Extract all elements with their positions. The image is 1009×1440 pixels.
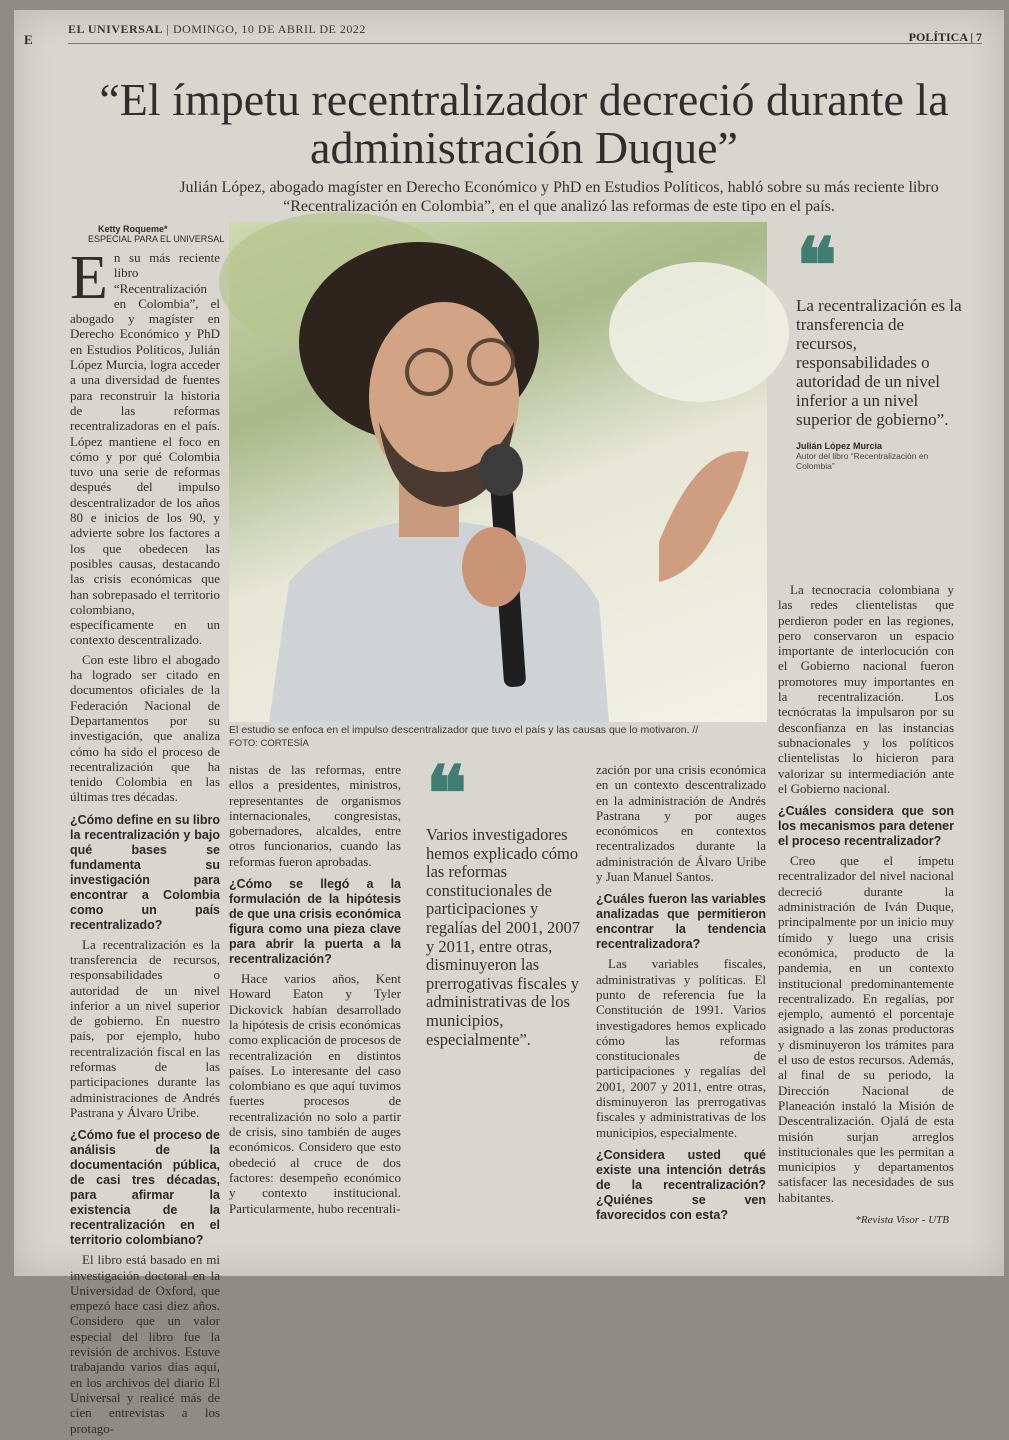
column-2 (229, 762, 401, 1220)
edge-letter: E (24, 32, 33, 47)
section-name: POLÍTICA (908, 30, 968, 44)
headline: “El ímpetu recentralizador decreció durante la administración Duque” (99, 74, 949, 173)
answer: La recentralización es la transferencia de recursos, responsabilidades o autoridad de un nivel inferior a un nivel superior de gobierno. En nuestro país, por ejemplo, hubo recentralización fiscal en las reformas de las participaciones durante las administraciones de Andrés Pastrana y Álvaro Uribe. (70, 936, 220, 1120)
page-number: 7 (976, 30, 982, 44)
column-1 (70, 244, 221, 1440)
paragraph: Con este libro el abogado ha logrado ser citado en documentos oficiales de la Federación Nacional de Departamentos por su investigación, que analiza cómo ha sido el proceso de recentralización que ha tenido Colombia en las últimas tres décadas. (70, 651, 220, 805)
byline-author: Ketty Roqueme* (98, 224, 168, 234)
answer: El libro está basado en mi investigación doctoral en la Universidad de Oxford, que empezó hace casi diez años. Considero que un valor especial del libro fue la revisión de archivos. Estuve trabajando varios días aquí, en los archivos del diario El Universal y realicé más de cien entrevistas a los protago- (70, 1252, 220, 1436)
paper-name: EL UNIVERSAL (68, 22, 164, 36)
photo-credit: FOTO: CORTESÍA (229, 738, 309, 749)
paragraph: La tecnocracia colombiana y las redes clientelistas que perdieron poder en las regiones, pero conservaron un espacio importante de interlocución con el Gobierno nacional fueron promotores muy importantes en la recentralización. Los tecnócratas la impulsaron por su desconfianza en las instancias subnacionales y los políticos clientelistas lo hicieron para valorizar su intermediación ante el Gobierno nacional. (778, 582, 954, 796)
question: ¿Cómo define en su libro la recentralización y bajo qué bases se fundamenta su investigación para encontrar a Colombia como un país recentralizado? (70, 812, 221, 932)
deck: Julián López, abogado magíster en Derecho Económico y PhD en Estudios Políticos, habló sobre su más reciente libro “Recentralización en Colombia”, en el que analizó las reformas de este tipo en el país. (179, 179, 939, 215)
answer: Las variables fiscales, administrativas y políticas. El punto de referencia fue la Constitución de 1991. Varios investigadores hemos explicado cómo las reformas constitucionales de participaciones y regalías del 2001, 2007 y 2011, entre otras, disminuyeron las prerrogativas fiscales y administrativas de los municipios, especialmente. (596, 956, 766, 1140)
paragraph: nistas de las reformas, entre ellos a presidentes, ministros, representantes de organismos internacionales, congresistas, gobernadores, alcaldes, entre otros funcionarios, cuando las reformas fueron aprobadas. (229, 762, 401, 869)
pull-quote-attribution: Julián López Murcia (796, 441, 883, 451)
question: ¿Cuáles fueron las variables analizadas que permitieron encontrar la tendencia recentralizadora? (596, 892, 766, 952)
question: ¿Considera usted qué existe una intención detrás de la recentralización? ¿Quiénes se ven favorecidos con esta? (596, 1147, 766, 1222)
issue-date: DOMINGO, 10 DE ABRIL DE 2022 (172, 22, 366, 36)
question: ¿Cuáles considera que son los mecanismos para detener el proceso recentralizador? (778, 804, 954, 849)
page-header: EL UNIVERSAL | DOMINGO, 10 DE ABRIL DE 2022 (68, 22, 366, 36)
lead-paragraph: En su más reciente libro “Recentralización en Colombia”, el abogado y magíster en Derecho Económico y PhD en Estudios Políticos, Julián López Murcia, logra acceder a una diversidad de fuentes para reconstruir la historia de las reformas recentralizadoras en el país. López mantiene el foco en cómo y por qué Colombia tuvo una serie de reformas después del impulso descentralizador de los años 80 e inicios de los 90, y advierte sobre los factores a los que obedecen las posibles causas, destacando las crisis económicas que han sobrepasado el territorio colombiano, específicamente en un contexto descentralizado. (70, 244, 220, 648)
drop-cap: E (70, 244, 108, 312)
section-header: POLÍTICA | 7 (908, 30, 982, 44)
newspaper-page (14, 10, 1004, 1436)
header-rule (68, 43, 982, 44)
speaker-illustration (229, 222, 767, 722)
quote-mark-icon: ❝ (796, 225, 837, 309)
caption-text: El estudio se enfoca en el impulso descentralizador que tuvo el país y las causas que lo motivaron. // (229, 724, 699, 736)
column-3 (596, 762, 766, 1227)
question: ¿Cómo se llegó a la formulación de la hipótesis de que una crisis económica figura como una pieza clave para abrir la puerta a la recentralización? (229, 877, 401, 967)
pull-quote-text: Varios investigadores hemos explicado cómo las reformas constitucionales de participaciones y regalías del 2001, 2007 y 2011, entre otras, disminuyeron las prerrogativas fiscales y administrativas de los municipios, especialmente”. (426, 825, 580, 1049)
pull-quote-role: Autor del libro “Recentralización en Colombia” (796, 451, 929, 471)
portrait-photo (229, 222, 767, 722)
quote-mark-icon: ❝ (426, 753, 467, 837)
pull-quote-text: La recentralización es la transferencia de recursos, responsabilidades o autoridad de un nivel inferior a un nivel superior de gobierno”. (796, 296, 962, 429)
pull-quote-2 (426, 753, 591, 1049)
answer: Hace varios años, Kent Howard Eaton y Tyler Dickovick habían desarrollado la hipótesis de crisis económicas como explicación de procesos de recentralización en distintos países. Lo interesante del caso colombiano es que aquí tuvimos fuertes procesos de recentralización no solo a partir de crisis, sino también de auges económicos. Considero que esto obedeció al cruce de dos factores: desempeño económico y contexto institucional. Particularmente, hubo recentrali- (229, 971, 401, 1216)
question: ¿Cómo fue el proceso de análisis de la documentación pública, de casi tres décadas, para afirmar la existencia de la recentralización en el territorio colombiano? (70, 1128, 220, 1248)
photo-caption (229, 724, 769, 750)
paragraph: zación por una crisis económica en un contexto descentralizado en la administración de Andrés Pastrana y por auges económicos en contextos recentralizados durante la administración de Álvaro Uribe y Juan Manuel Santos. (596, 762, 766, 885)
pull-quote-1 (796, 225, 966, 471)
column-4 (778, 582, 954, 1209)
byline-role: ESPECIAL PARA EL UNIVERSAL (88, 234, 225, 244)
signoff: *Revista Visor - UTB (855, 1214, 949, 1226)
byline (88, 224, 224, 244)
answer: Creo que el ímpetu recentralizador del nivel nacional decreció durante la administración de Iván Duque, principalmente por un inicio muy tímido y luego una crisis económica, producto de la pandemia, en un contexto institucional predominantemente recentralizado. En regalías, por ejemplo, aumentó el porcentaje asignado a las zonas productoras y disminuyeron los trámites para el uso de estos recursos. Además, al final de su periodo, la Dirección Nacional de Planeación instaló la Misión de Descentralización. Ojalá de esta misión surjan arreglos institucionales que les permitan a municipios y departamentos satisfacer las necesidades de sus habitantes. (778, 853, 954, 1205)
